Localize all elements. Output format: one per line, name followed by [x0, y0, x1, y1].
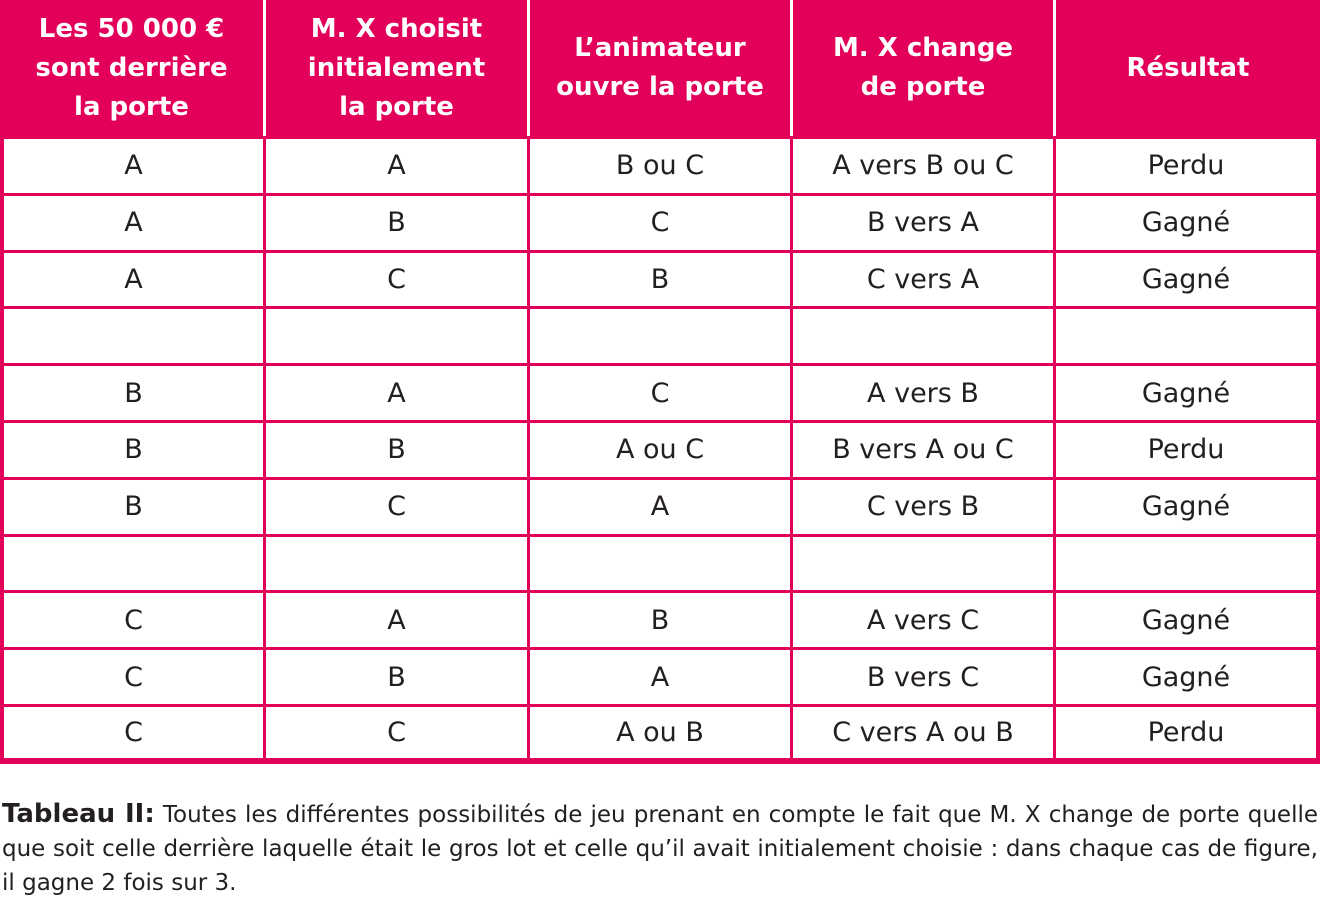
table-cell-host-opens: [530, 537, 790, 591]
table-cell-switch: C vers A ou B: [793, 707, 1053, 758]
table-cell-switch: [793, 537, 1053, 591]
table-cell-switch: C vers B: [793, 480, 1053, 534]
table-cell-prize-door: [4, 309, 263, 363]
table-cell-host-opens: B: [530, 593, 790, 647]
table-cell-initial-choice: B: [266, 650, 527, 704]
table-cell-result: Gagné: [1056, 480, 1316, 534]
table-cell-prize-door: A: [4, 196, 263, 250]
header-result: Résultat: [1126, 52, 1250, 83]
table-cell-initial-choice: [266, 537, 527, 591]
table-cell-switch: B vers A: [793, 196, 1053, 250]
table-cell-initial-choice: C: [266, 253, 527, 307]
table-cell-initial-choice: B: [266, 423, 527, 477]
table-cell-host-opens: A ou C: [530, 423, 790, 477]
table-cell-host-opens: C: [530, 196, 790, 250]
table-cell-result: Gagné: [1056, 196, 1316, 250]
table-cell-initial-choice: C: [266, 707, 527, 758]
table-cell-result: Perdu: [1056, 139, 1316, 193]
table-cell-prize-door: A: [4, 139, 263, 193]
table-cell-prize-door: [4, 537, 263, 591]
table-cell-switch: A vers B ou C: [793, 139, 1053, 193]
table-cell-initial-choice: A: [266, 366, 527, 420]
header-initial-choice: M. X choisit initialement la porte: [266, 0, 530, 136]
header-prize-door: Les 50 000 € sont derrière la porte: [0, 0, 266, 136]
header-switch: M. X change de porte: [793, 0, 1056, 136]
table-cell-host-opens: [530, 309, 790, 363]
table-cell-initial-choice: A: [266, 593, 527, 647]
table-cell-switch: A vers B: [793, 366, 1053, 420]
header-host-opens: L’animateur ouvre la porte: [530, 0, 793, 136]
table-cell-result: Gagné: [1056, 593, 1316, 647]
table-cell-result: Gagné: [1056, 366, 1316, 420]
table-cell-prize-door: C: [4, 707, 263, 758]
table-cell-result: [1056, 537, 1316, 591]
table-cell-prize-door: B: [4, 366, 263, 420]
table-cell-host-opens: A ou B: [530, 707, 790, 758]
caption-label: Tableau II:: [2, 799, 155, 829]
table-cell-host-opens: B ou C: [530, 139, 790, 193]
table-cell-switch: [793, 309, 1053, 363]
table-cell-switch: B vers A ou C: [793, 423, 1053, 477]
table-cell-host-opens: A: [530, 480, 790, 534]
table-cell-result: [1056, 309, 1316, 363]
table-cell-prize-door: C: [4, 593, 263, 647]
table-cell-initial-choice: C: [266, 480, 527, 534]
table-cell-prize-door: C: [4, 650, 263, 704]
table-cell-result: Perdu: [1056, 423, 1316, 477]
table-cell-initial-choice: A: [266, 139, 527, 193]
table-cell-host-opens: A: [530, 650, 790, 704]
caption-text: Toutes les différentes possibilités de jeu prenant en compte le fait que M. X change de porte quelle que soit celle derrière laquelle était le gros lot et celle qu’il avait initialement choisie : dans chaque cas de figure, il gagne 2 fois sur 3.: [2, 802, 1319, 896]
table-cell-result: Gagné: [1056, 253, 1316, 307]
table-cell-host-opens: C: [530, 366, 790, 420]
table-cell-host-opens: B: [530, 253, 790, 307]
table-cell-switch: A vers C: [793, 593, 1053, 647]
table-caption: [2, 797, 1318, 900]
table-cell-initial-choice: B: [266, 196, 527, 250]
table-cell-switch: B vers C: [793, 650, 1053, 704]
table-cell-prize-door: B: [4, 480, 263, 534]
table-cell-prize-door: B: [4, 423, 263, 477]
table-cell-switch: C vers A: [793, 253, 1053, 307]
table-cell-result: Perdu: [1056, 707, 1316, 758]
table-cell-result: Gagné: [1056, 650, 1316, 704]
table-cell-initial-choice: [266, 309, 527, 363]
table-cell-prize-door: A: [4, 253, 263, 307]
